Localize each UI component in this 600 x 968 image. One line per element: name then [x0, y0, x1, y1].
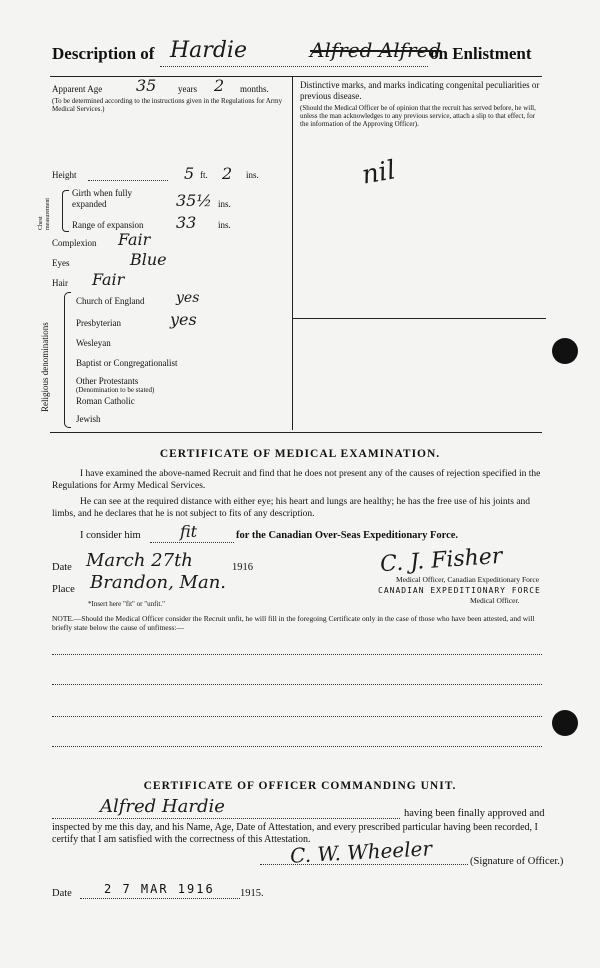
right-rule — [292, 318, 546, 319]
height-inches-handwritten: 2 — [222, 164, 233, 183]
binder-hole-lower — [552, 710, 578, 736]
age-handwritten: 35 — [136, 76, 157, 95]
range-handwritten: 33 — [176, 213, 197, 232]
church-england-handwritten: yes — [176, 290, 200, 306]
religious-brace — [64, 292, 71, 428]
officer-para-start: having been finally approved and — [404, 808, 545, 819]
chest-label: Chest measurement — [38, 198, 51, 230]
for-cef-label: for the Canadian Over-Seas Expeditionary Force. — [236, 530, 459, 541]
officer-name-handwritten: Alfred Hardie — [100, 796, 225, 817]
range-unit: ins. — [218, 220, 231, 230]
medical-blank-1 — [52, 654, 542, 655]
description-of-label: Description of — [52, 44, 155, 63]
presbyterian-label: Presbyterian — [76, 318, 121, 328]
distinctive-marks-handwritten: nil — [359, 155, 398, 191]
medical-title: CERTIFICATE OF MEDICAL EXAMINATION. — [159, 448, 441, 460]
on-enlistment-label: on Enlistment — [430, 44, 532, 63]
officer-date-label: Date — [52, 888, 72, 899]
medical-blank-3 — [52, 716, 542, 717]
other-protestants-label: Other Protestants — [76, 376, 139, 386]
apparent-age-label: Apparent Age — [52, 84, 103, 94]
medical-officer-label: Medical Officer, Canadian Expeditionary Force — [396, 575, 540, 584]
top-rule — [50, 76, 542, 77]
consider-dots — [150, 542, 234, 543]
roman-catholic-label: Roman Catholic — [76, 396, 135, 406]
header-underline — [160, 66, 428, 67]
medical-year: 1916 — [232, 562, 253, 573]
consider-handwritten: fit — [180, 522, 198, 541]
medical-place-label: Place — [52, 584, 75, 595]
range-label: Range of expansion — [72, 220, 144, 230]
height-feet-label: ft. — [200, 170, 208, 180]
months-handwritten: 2 — [214, 76, 225, 95]
baptist-label: Baptist or Congregationalist — [76, 358, 178, 368]
medical-para-1: I have examined the above-named Recruit and find that he does not present any of the causes of rejection specified in the Regulations for Army Medical Services. — [52, 469, 541, 491]
eyes-label: Eyes — [52, 258, 70, 268]
denomination-note: (Denomination to be stated) — [76, 386, 155, 394]
medical-date-label: Date — [52, 562, 72, 573]
officer-title: CERTIFICATE OF OFFICER COMMANDING UNIT. — [143, 780, 457, 792]
eyes-handwritten: Blue — [130, 250, 167, 269]
insert-note: *Insert here "fit" or "unfit." — [88, 600, 165, 608]
chest-brace — [62, 190, 69, 232]
wesleyan-label: Wesleyan — [76, 338, 111, 348]
years-label: years — [178, 84, 197, 94]
medical-officer-label-2: Medical Officer. — [470, 596, 520, 605]
cef-stamp-line: CANADIAN EXPEDITIONARY FORCE — [378, 586, 541, 595]
surname-handwritten: Hardie — [170, 38, 247, 63]
religious-denominations-label: Religious denominations — [40, 322, 50, 412]
consider-label: I consider him — [80, 530, 141, 541]
presbyterian-handwritten: yes — [170, 310, 197, 329]
medical-note: NOTE.—Should the Medical Officer consider the Recruit unfit, he will fill in the foregoing Certificate only in the case of those who have been attested, and will briefly state below the cause of unfitness:— — [52, 614, 535, 632]
medical-para-2: He can see at the required distance with either eye; his heart and lungs are healthy; he has the free use of his joints and limbs, and he declares that he is not subject to fits of any description. — [52, 497, 531, 519]
girth-unit: ins. — [218, 199, 231, 209]
officer-name-dots — [52, 818, 400, 819]
distinctive-marks-note: (Should the Medical Officer be of opinion that the recruit has served before, he will, unless the man acknowledges to any previous service, attach a slip to that effect, for the information of the Approving Officer). — [300, 104, 536, 128]
officer-signature-label: (Signature of Officer.) — [470, 856, 564, 867]
complexion-label: Complexion — [52, 238, 97, 248]
age-note: (To be determined according to the instructions given in the Regulations for Army Medical Services.) — [52, 97, 283, 113]
height-dots — [88, 180, 168, 181]
girth-label: Girth when fully expanded — [72, 188, 132, 209]
hair-handwritten: Fair — [92, 270, 125, 289]
complexion-handwritten: Fair — [118, 230, 151, 249]
officer-para: inspected by me this day, and his Name, Age, Date of Attestation, and every prescribed particular having been recorded, I certify that I am satisfied with the correctness of this Attestation. — [52, 822, 538, 845]
medical-signature: C. J. Fisher — [379, 543, 504, 578]
months-label: months. — [240, 84, 269, 94]
column-divider — [292, 76, 293, 430]
girth-handwritten: 35½ — [176, 191, 212, 210]
medical-blank-2 — [52, 684, 542, 685]
height-feet-handwritten: 5 — [184, 164, 195, 183]
jewish-label: Jewish — [76, 414, 101, 424]
medical-date-handwritten: March 27th — [86, 550, 193, 571]
medical-place-handwritten: Brandon, Man. — [90, 572, 227, 593]
officer-year: 1915. — [240, 888, 264, 899]
officer-date-stamp: 2 7 MAR 1916 — [104, 882, 215, 896]
church-england-label: Church of England — [76, 296, 145, 306]
height-inches-label: ins. — [246, 170, 259, 180]
section-rule — [50, 432, 542, 433]
given-name-handwritten: Alfred Alfred — [310, 38, 442, 62]
height-label: Height — [52, 170, 77, 180]
medical-blank-4 — [52, 746, 542, 747]
distinctive-marks-label: Distinctive marks, and marks indicating congenital peculiarities or previous disease. — [300, 80, 540, 101]
hair-label: Hair — [52, 278, 68, 288]
officer-signature-dots — [260, 864, 468, 865]
binder-hole-upper — [552, 338, 578, 364]
officer-date-dots — [80, 898, 240, 899]
officer-signature: C. W. Wheeler — [289, 836, 433, 868]
